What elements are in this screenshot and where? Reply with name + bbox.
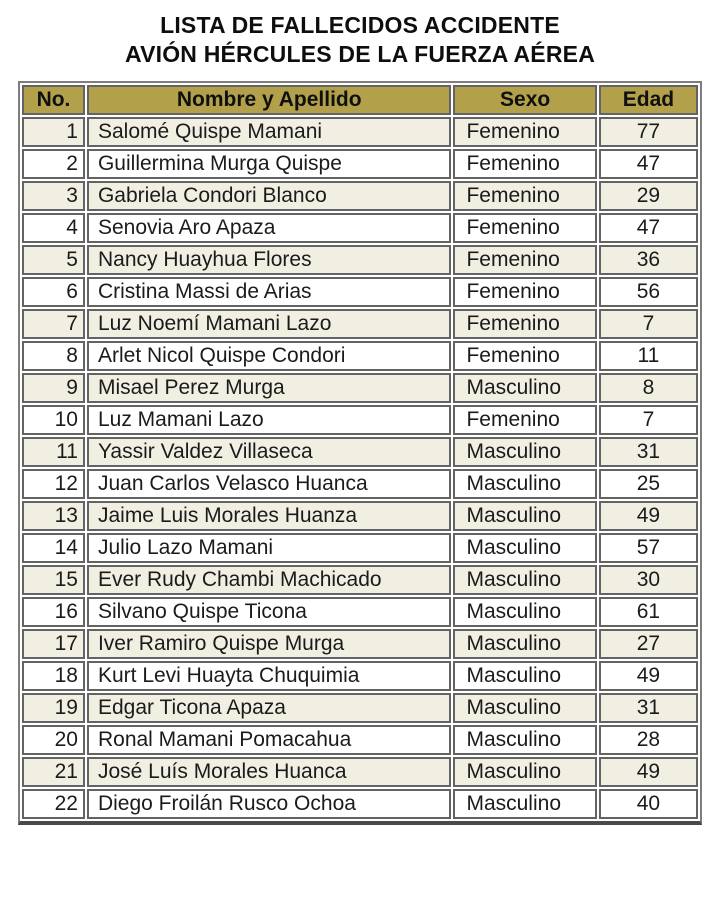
cell-sex: Masculino: [453, 373, 596, 403]
cell-age: 31: [599, 693, 698, 723]
title-line-1: LISTA DE FALLECIDOS ACCIDENTE: [160, 12, 560, 38]
table-row: [22, 149, 698, 179]
header-row: [22, 85, 698, 115]
cell-age: 61: [599, 597, 698, 627]
deceased-table: [18, 81, 702, 825]
table-row: [22, 437, 698, 467]
table-row: [22, 277, 698, 307]
cell-name: Edgar Ticona Apaza: [87, 693, 451, 723]
cell-sex: Masculino: [453, 661, 596, 691]
cell-name: Nancy Huayhua Flores: [87, 245, 451, 275]
cell-name: Jaime Luis Morales Huanza: [87, 501, 451, 531]
cell-no: 16: [22, 597, 85, 627]
col-header-age: Edad: [599, 85, 698, 115]
cell-no: 3: [22, 181, 85, 211]
cell-age: 49: [599, 501, 698, 531]
title-line-2: AVIÓN HÉRCULES DE LA FUERZA AÉREA: [124, 41, 596, 67]
cell-no: 18: [22, 661, 85, 691]
cell-sex: Femenino: [453, 405, 596, 435]
cell-age: 31: [599, 437, 698, 467]
table-row: [22, 725, 698, 755]
cell-age: 11: [599, 341, 698, 371]
table-row: [22, 213, 698, 243]
cell-name: Kurt Levi Huayta Chuquimia: [87, 661, 451, 691]
cell-no: 22: [22, 789, 85, 819]
cell-sex: Masculino: [453, 501, 596, 531]
cell-age: 25: [599, 469, 698, 499]
cell-sex: Masculino: [453, 629, 596, 659]
cell-name: Luz Mamani Lazo: [87, 405, 451, 435]
cell-sex: Masculino: [453, 789, 596, 819]
cell-age: 28: [599, 725, 698, 755]
cell-sex: Femenino: [453, 149, 596, 179]
cell-no: 8: [22, 341, 85, 371]
cell-age: 29: [599, 181, 698, 211]
cell-no: 19: [22, 693, 85, 723]
cell-name: Silvano Quispe Ticona: [87, 597, 451, 627]
col-header-name: Nombre y Apellido: [87, 85, 451, 115]
cell-age: 7: [599, 309, 698, 339]
table-row: [22, 533, 698, 563]
cell-no: 2: [22, 149, 85, 179]
cell-sex: Femenino: [453, 277, 596, 307]
cell-sex: Masculino: [453, 693, 596, 723]
cell-sex: Masculino: [453, 757, 596, 787]
cell-name: Arlet Nicol Quispe Condori: [87, 341, 451, 371]
table-row: [22, 693, 698, 723]
cell-sex: Masculino: [453, 533, 596, 563]
table-row: [22, 469, 698, 499]
cell-age: 40: [599, 789, 698, 819]
page-title: [10, 11, 710, 69]
cell-no: 21: [22, 757, 85, 787]
cell-name: Guillermina Murga Quispe: [87, 149, 451, 179]
table-body: [22, 117, 698, 819]
cell-name: Salomé Quispe Mamani: [87, 117, 451, 147]
cell-age: 77: [599, 117, 698, 147]
cell-no: 12: [22, 469, 85, 499]
table-row: [22, 373, 698, 403]
cell-age: 36: [599, 245, 698, 275]
cell-no: 20: [22, 725, 85, 755]
cell-name: Julio Lazo Mamani: [87, 533, 451, 563]
cell-name: Senovia Aro Apaza: [87, 213, 451, 243]
table-row: [22, 245, 698, 275]
cell-name: Yassir Valdez Villaseca: [87, 437, 451, 467]
table-row: [22, 629, 698, 659]
cell-name: Ronal Mamani Pomacahua: [87, 725, 451, 755]
cell-age: 7: [599, 405, 698, 435]
cell-name: Diego Froilán Rusco Ochoa: [87, 789, 451, 819]
table-row: [22, 501, 698, 531]
cell-no: 13: [22, 501, 85, 531]
cell-no: 11: [22, 437, 85, 467]
cell-sex: Masculino: [453, 725, 596, 755]
col-header-no: No.: [22, 85, 85, 115]
table-row: [22, 341, 698, 371]
cell-age: 27: [599, 629, 698, 659]
cell-no: 5: [22, 245, 85, 275]
cell-no: 15: [22, 565, 85, 595]
cell-sex: Masculino: [453, 469, 596, 499]
cell-name: Gabriela Condori Blanco: [87, 181, 451, 211]
cell-no: 4: [22, 213, 85, 243]
cell-sex: Femenino: [453, 245, 596, 275]
cell-age: 47: [599, 213, 698, 243]
cell-no: 10: [22, 405, 85, 435]
cell-sex: Femenino: [453, 341, 596, 371]
table-row: [22, 309, 698, 339]
col-header-sex: Sexo: [453, 85, 596, 115]
cell-no: 1: [22, 117, 85, 147]
cell-age: 47: [599, 149, 698, 179]
cell-age: 49: [599, 661, 698, 691]
table-row: [22, 117, 698, 147]
table-row: [22, 661, 698, 691]
cell-no: 7: [22, 309, 85, 339]
cell-age: 57: [599, 533, 698, 563]
cell-no: 9: [22, 373, 85, 403]
cell-no: 6: [22, 277, 85, 307]
table-row: [22, 597, 698, 627]
table-row: [22, 181, 698, 211]
cell-sex: Masculino: [453, 597, 596, 627]
cell-sex: Masculino: [453, 565, 596, 595]
cell-name: Luz Noemí Mamani Lazo: [87, 309, 451, 339]
cell-name: Iver Ramiro Quispe Murga: [87, 629, 451, 659]
table-row: [22, 405, 698, 435]
cell-sex: Femenino: [453, 213, 596, 243]
cell-no: 17: [22, 629, 85, 659]
table-row: [22, 789, 698, 819]
table-row: [22, 757, 698, 787]
cell-age: 56: [599, 277, 698, 307]
cell-name: Juan Carlos Velasco Huanca: [87, 469, 451, 499]
cell-no: 14: [22, 533, 85, 563]
cell-name: Ever Rudy Chambi Machicado: [87, 565, 451, 595]
table-row: [22, 565, 698, 595]
cell-sex: Femenino: [453, 309, 596, 339]
cell-sex: Femenino: [453, 117, 596, 147]
cell-sex: Femenino: [453, 181, 596, 211]
cell-age: 8: [599, 373, 698, 403]
cell-age: 49: [599, 757, 698, 787]
cell-sex: Masculino: [453, 437, 596, 467]
cell-name: Misael Perez Murga: [87, 373, 451, 403]
cell-age: 30: [599, 565, 698, 595]
cell-name: José Luís Morales Huanca: [87, 757, 451, 787]
cell-name: Cristina Massi de Arias: [87, 277, 451, 307]
